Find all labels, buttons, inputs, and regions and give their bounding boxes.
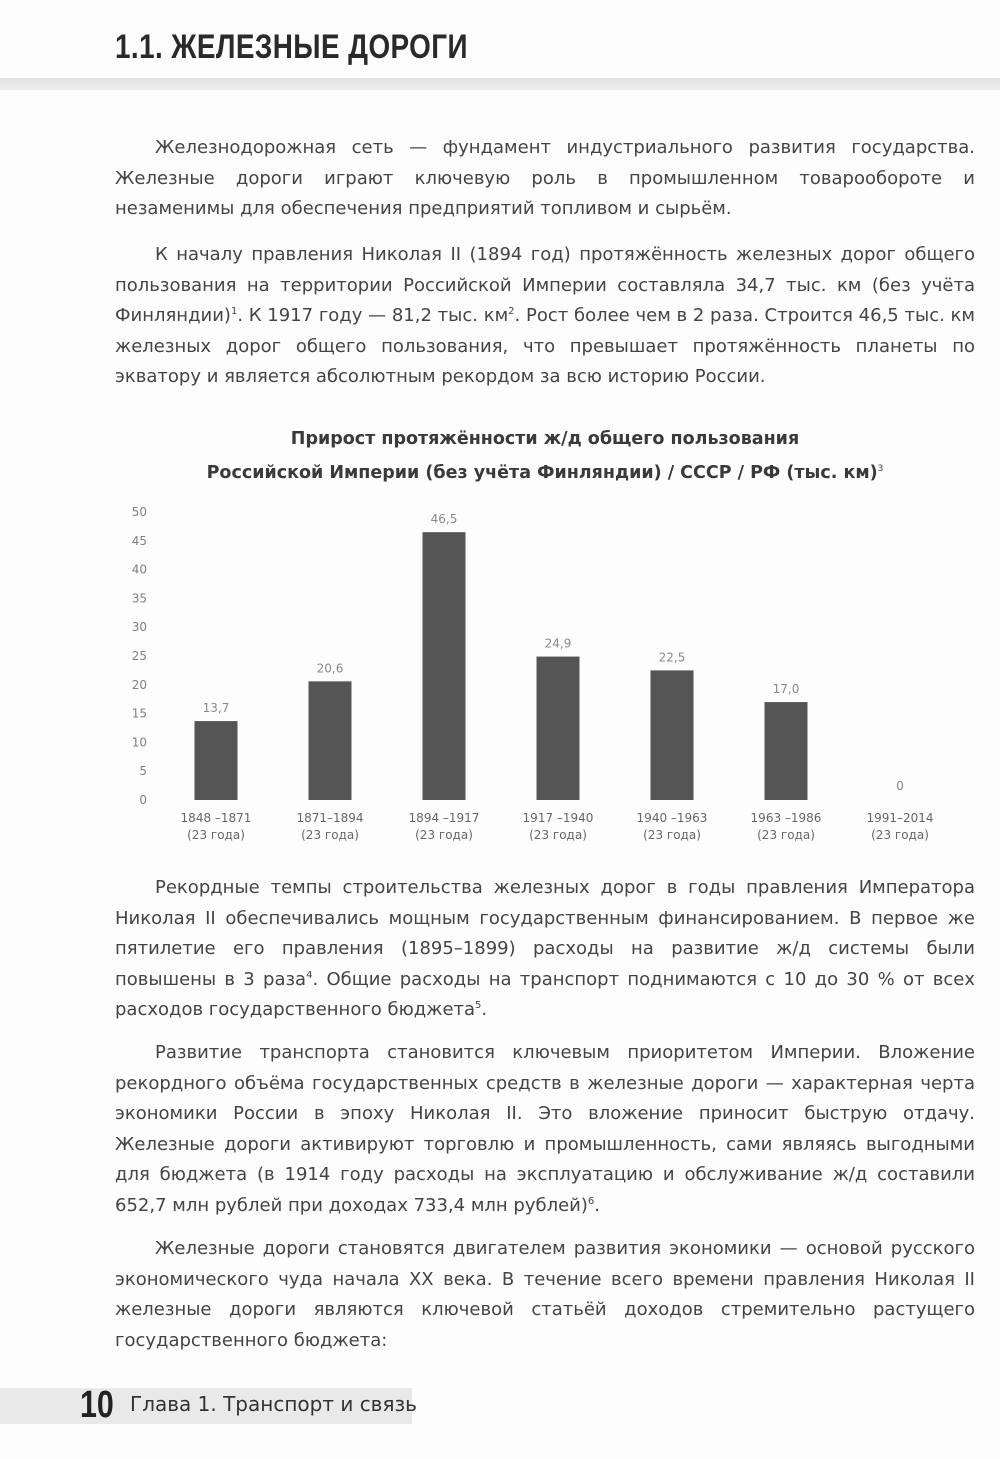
bar-0 <box>195 721 238 800</box>
x-tick-sublabel-5: (23 года) <box>757 828 815 842</box>
chart-title-line-2: Российской Империи (без учёта Финляндии) / СССР / РФ (тыс. км)$^3$ <box>206 462 884 483</box>
y-tick-label-6: 30 <box>131 620 147 635</box>
x-tick-sublabel-1: (23 года) <box>301 828 359 842</box>
data-label-5: 17,0 <box>772 682 800 697</box>
section-title: 1.1. ЖЕЛЕЗНЫЕ ДОРОГИ <box>115 28 468 66</box>
x-tick-label-0: 1848 –1871 <box>180 811 252 825</box>
x-tick-label-1: 1871–1894 <box>296 811 364 825</box>
x-tick-sublabel-6: (23 года) <box>871 828 929 842</box>
paragraph-5: Железные дороги становятся двигателем развития экономики — основой русского экономического чуда начала XX века. В течение всего времени правления Николая II железные дороги являются ключевой статьёй доходов стремительно растущего государственного бюджета: <box>115 1238 975 1351</box>
bar-1 <box>309 681 352 800</box>
footnote-ref-6: 6 <box>587 1195 595 1207</box>
y-tick-label-7: 35 <box>131 591 147 606</box>
footnote-ref-5: 5 <box>475 1000 482 1011</box>
y-tick-label-9: 45 <box>131 533 147 548</box>
bar-5 <box>765 702 808 800</box>
x-tick-label-5: 1963 –1986 <box>750 811 822 825</box>
paragraph-4: Развитие транспорта становится ключевым приоритетом Империи. Вложение рекордного объёма государственных средств в железные дороги — характерная черта экономики России в эпоху Николая II. Это вложение приносит быструю отдачу. Железные дороги активируют торговлю и промышленность, сами являясь выгодными для бюджета (в 1914 году расходы на эксплуатацию и обслуживание ж/д составили 652,7 млн рублей при доходах 733,4 млн рублей)$^6$. <box>115 1042 975 1216</box>
paragraph-2: К началу правления Николая II (1894 год) протяжённость железных дорог общего пользования на территории Российской Империи составляла 34,7 тыс. км (без учёта Финляндии)$^1$. К 1917 году — 81,2 тыс. $км^2$. Рост более чем в 2 раза. Строится 46,5 тыс. км железных дорог общего пользования, что превышает протяжённость планеты по экватору и является абсолютным рекордом за всю историю России. <box>115 244 975 387</box>
footnote-ref-2: 2 <box>508 306 515 317</box>
data-label-6: 0 <box>896 779 904 793</box>
y-tick-label-4: 20 <box>131 677 147 692</box>
x-tick-label-2: 1894 –1917 <box>408 811 480 825</box>
data-label-0: 13,7 <box>202 701 230 716</box>
y-tick-label-5: 25 <box>131 649 147 663</box>
x-tick-label-3: 1917 –1940 <box>522 811 594 825</box>
y-tick-label-10: 50 <box>131 505 147 519</box>
x-tick-sublabel-0: (23 года) <box>187 828 245 842</box>
page-number: 10 <box>80 1384 114 1426</box>
y-tick-label-0: 0 <box>139 793 147 807</box>
bar-2 <box>423 532 466 800</box>
x-tick-label-4: 1940 –1963 <box>636 811 708 825</box>
y-tick-label-2: 10 <box>131 735 147 750</box>
paragraph-1: Железнодорожная сеть — фундамент индустриального развития государства. Железные дороги играют ключевую роль в промышленном товарообороте и незаменимы для обеспечения предприятий топливом и сырьём. <box>115 137 975 219</box>
footnote-ref-3: 3 <box>877 464 884 474</box>
chart-title-line-1: Прирост протяжённости ж/д общего пользования <box>290 429 800 449</box>
x-tick-sublabel-3: (23 года) <box>529 828 587 842</box>
y-tick-label-1: 5 <box>139 764 147 779</box>
footnote-ref-1: 1 <box>230 306 238 317</box>
data-label-2: 46,5 <box>430 512 458 527</box>
footnote-ref-4: 4 <box>306 969 313 981</box>
data-label-4: 22,5 <box>658 650 686 665</box>
x-tick-sublabel-2: (23 года) <box>415 828 473 842</box>
data-label-1: 20,6 <box>316 661 344 676</box>
bar-4 <box>651 670 694 800</box>
y-tick-label-3: 15 <box>131 706 147 721</box>
x-tick-sublabel-4: (23 года) <box>643 828 701 842</box>
chapter-label: Глава 1. Транспорт и связь <box>130 1392 417 1416</box>
bar-3 <box>537 657 580 800</box>
y-tick-label-8: 40 <box>131 562 147 577</box>
data-label-3: 24,9 <box>544 636 572 651</box>
x-tick-label-6: 1991–2014 <box>866 811 934 825</box>
paragraph-3: Рекордные темпы строительства железных дорог в годы правления Императора Николая II обеспечивались мощным государственным финансированием. В первое же пятилетие его правления (1895–1899) расходы на развитие ж/д системы были повышены в 3 раза$^4$. Общие расходы на транспорт поднимаются с 10 до 30 % от всех расходов государственного бюджета$^5$. <box>115 877 975 1020</box>
